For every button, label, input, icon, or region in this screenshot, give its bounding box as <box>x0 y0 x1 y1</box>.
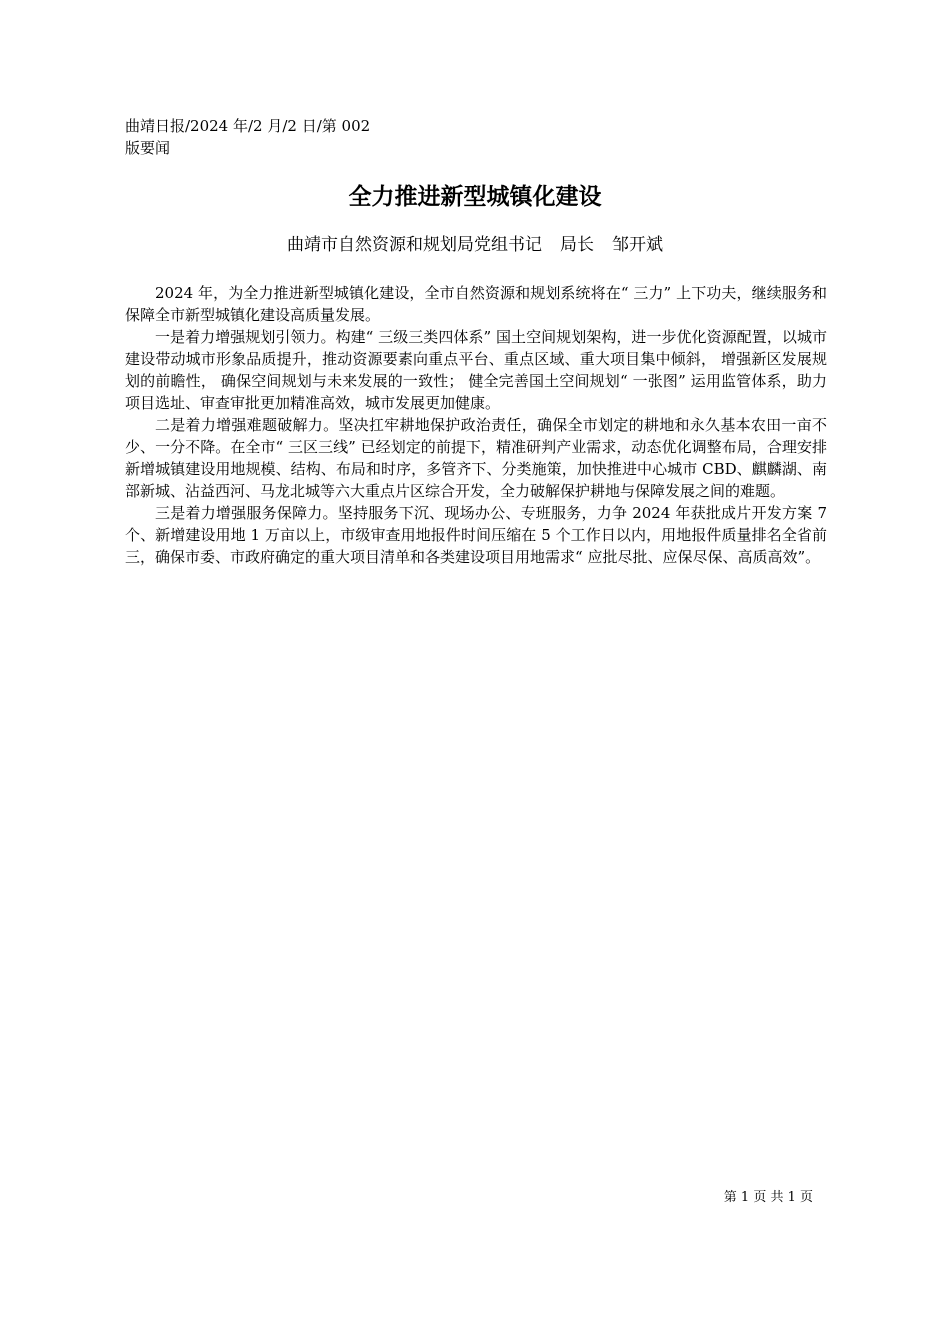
page-number: 第 1 页 共 1 页 <box>723 1190 813 1205</box>
byline-author: 邹开斌 <box>612 235 663 255</box>
article-title: 全力推进新型城镇化建设 <box>348 184 602 210</box>
paragraph-planning: 一是着力增强规划引领力。构建“ 三级三类四体系” 国土空间规划架构，进一步优化资源配置，以城市建设带动城市形象品质提升，推动资源要素向重点平台、重点区域、重大项目集中倾斜， 增强新区发展规划的前瞻性， 确保空间规划与未来发展的一致性； 健全完善国土空间规划“ 一张图” 运用监管体系，助力项目选址、审查审批更加精准高效，城市发展更加健康。 <box>125 328 827 412</box>
paragraph-intro: 2024 年，为全力推进新型城镇化建设，全市自然资源和规划系统将在“ 三力” 上下功夫，继续服务和保障全市新型城镇化建设高质量发展。 <box>125 284 827 324</box>
paragraph-service: 三是着力增强服务保障力。坚持服务下沉、现场办公、专班服务，力争 2024 年获批成片开发方案 7 个、新增建设用地 1 万亩以上，市级审查用地报件时间压缩在 5 个工作日以内，用地报件质量排名全省前三，确保市委、市政府确定的重大项目清单和各类建设项目用地需求“ 应批尽批、应保尽保、高质高效”。 <box>125 504 827 566</box>
paragraph-problem-solving: 二是着力增强难题破解力。坚决扛牢耕地保护政治责任，确保全市划定的耕地和永久基本农田一亩不少、一分不降。在全市“ 三区三线” 已经划定的前提下，精准研判产业需求，动态优化调整布局，合理安排新增城镇建设用地规模、结构、布局和时序，多管齐下、分类施策，加快推进中心城市 CBD、麒麟湖、南部新城、沾益西河、马龙北城等六大重点片区综合开发，全力破解保护耕地与保障发展之间的难题。 <box>125 416 827 500</box>
byline-position: 局长 <box>560 235 594 255</box>
publication-source-line: 曲靖日报/2024 年/2 月/2 日/第 002 版要闻 <box>125 117 371 157</box>
byline-organization-role: 曲靖市自然资源和规划局党组书记 <box>287 235 542 255</box>
article-body <box>125 282 827 568</box>
article-byline <box>0 233 950 257</box>
